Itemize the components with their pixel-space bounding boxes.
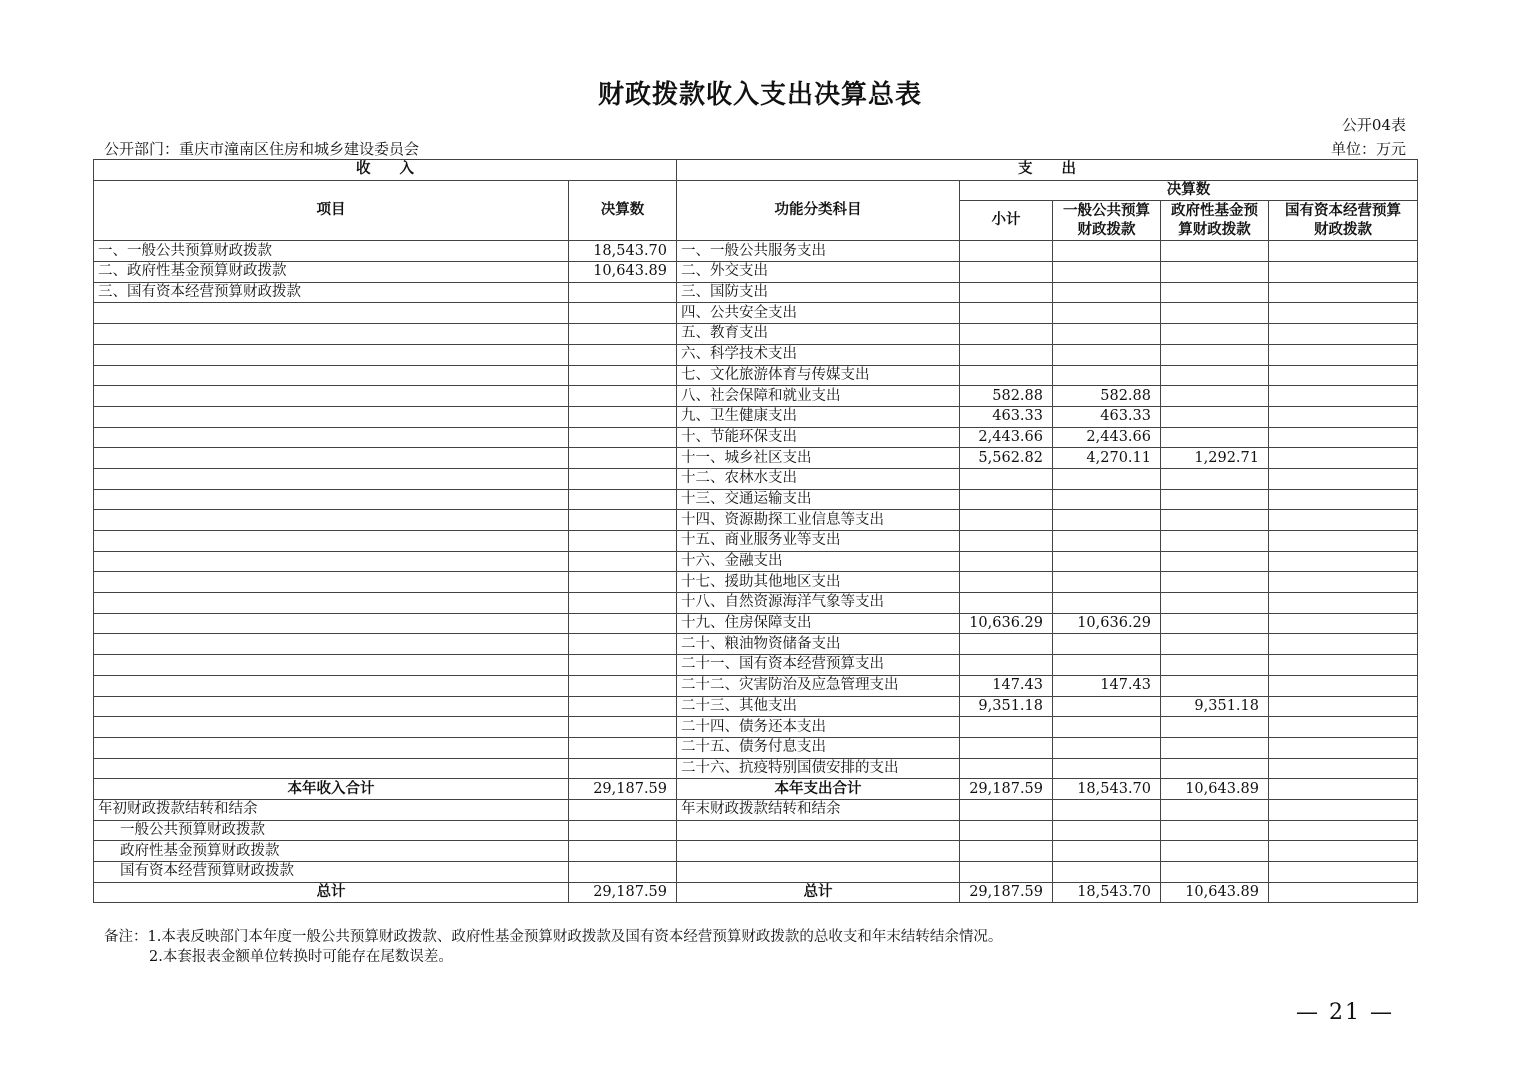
general-budget-cell (1053, 262, 1161, 283)
income-item-cell (94, 675, 569, 696)
subtotal-cell (960, 634, 1053, 655)
expense-item-cell: 十四、资源勘探工业信息等支出 (677, 510, 960, 531)
subtotal-cell: 29,187.59 (960, 779, 1053, 800)
note-2: 2.本套报表金额单位转换时可能存在尾数误差。 (149, 949, 453, 965)
table-row (94, 758, 1418, 779)
gov-fund-cell (1161, 282, 1269, 303)
carry-row (94, 820, 1418, 841)
header-row-2 (94, 180, 1418, 201)
gov-fund-cell: 10,643.89 (1161, 779, 1269, 800)
state-capital-cell (1269, 510, 1418, 531)
subtotal-cell (960, 365, 1053, 386)
gov-fund-cell: 1,292.71 (1161, 448, 1269, 469)
income-item-cell: 一般公共预算财政拨款 (94, 820, 569, 841)
gov-fund-cell (1161, 675, 1269, 696)
subtotal-cell: 10,636.29 (960, 613, 1053, 634)
general-budget-cell (1053, 489, 1161, 510)
expense-item-cell: 二、外交支出 (677, 262, 960, 283)
notes (104, 927, 1002, 967)
expense-item-cell: 十五、商业服务业等支出 (677, 531, 960, 552)
table-row (94, 303, 1418, 324)
gov-fund-cell (1161, 655, 1269, 676)
subtotal-cell (960, 758, 1053, 779)
table-row (94, 365, 1418, 386)
income-amount-cell (569, 593, 677, 614)
subtotal-cell: 29,187.59 (960, 882, 1053, 903)
expense-item-cell: 九、卫生健康支出 (677, 406, 960, 427)
income-item-cell (94, 572, 569, 593)
general-budget-cell (1053, 303, 1161, 324)
state-capital-cell (1269, 882, 1418, 903)
general-budget-cell (1053, 634, 1161, 655)
income-item-cell (94, 365, 569, 386)
table-row (94, 344, 1418, 365)
state-capital-cell (1269, 241, 1418, 262)
carry-row (94, 841, 1418, 862)
state-capital-cell (1269, 717, 1418, 738)
income-header: 收 入 (94, 160, 677, 181)
gov-fund-cell (1161, 737, 1269, 758)
general-budget-cell: 4,270.11 (1053, 448, 1161, 469)
state-capital-cell (1269, 365, 1418, 386)
income-amount-cell: 10,643.89 (569, 262, 677, 283)
income-item-cell (94, 448, 569, 469)
expense-item-cell: 二十二、灾害防治及应急管理支出 (677, 675, 960, 696)
income-amount-cell (569, 634, 677, 655)
year-total-row (94, 779, 1418, 800)
income-amount-cell (569, 613, 677, 634)
table-row (94, 551, 1418, 572)
income-amount-cell (569, 799, 677, 820)
expense-item-cell: 十、节能环保支出 (677, 427, 960, 448)
income-amount-cell (569, 406, 677, 427)
state-capital-cell (1269, 593, 1418, 614)
subtotal-cell (960, 717, 1053, 738)
general-budget-cell (1053, 531, 1161, 552)
subtotal-cell (960, 241, 1053, 262)
expense-item-cell: 年末财政拨款结转和结余 (677, 799, 960, 820)
income-amount-cell (569, 344, 677, 365)
general-budget-cell (1053, 324, 1161, 345)
subtotal-header: 小计 (960, 201, 1053, 241)
income-amount-cell (569, 510, 677, 531)
gov-fund-cell (1161, 799, 1269, 820)
income-amount-cell (569, 758, 677, 779)
form-number: 公开04表 (1341, 116, 1406, 134)
general-budget-cell (1053, 737, 1161, 758)
table-row (94, 262, 1418, 283)
table-row (94, 613, 1418, 634)
income-item-cell: 总计 (94, 882, 569, 903)
carry-row (94, 799, 1418, 820)
income-item-cell (94, 593, 569, 614)
income-amount-cell (569, 737, 677, 758)
state-capital-cell (1269, 324, 1418, 345)
state-capital-cell (1269, 303, 1418, 324)
state-capital-cell (1269, 262, 1418, 283)
table-row (94, 427, 1418, 448)
gov-fund-cell (1161, 593, 1269, 614)
subtotal-cell (960, 820, 1053, 841)
income-item-cell (94, 510, 569, 531)
general-budget-cell (1053, 572, 1161, 593)
general-budget-cell: 18,543.70 (1053, 882, 1161, 903)
table-row (94, 510, 1418, 531)
income-amount-cell (569, 468, 677, 489)
general-budget-cell: 147.43 (1053, 675, 1161, 696)
income-item-cell (94, 468, 569, 489)
general-budget-cell (1053, 593, 1161, 614)
budget-table (93, 159, 1418, 903)
general-budget-cell (1053, 551, 1161, 572)
state-capital-cell (1269, 448, 1418, 469)
state-capital-cell (1269, 551, 1418, 572)
expense-item-cell: 二十一、国有资本经营预算支出 (677, 655, 960, 676)
income-item-cell (94, 406, 569, 427)
gov-fund-cell (1161, 303, 1269, 324)
income-item-cell (94, 427, 569, 448)
table-row (94, 282, 1418, 303)
subtotal-cell (960, 737, 1053, 758)
general-budget-cell (1053, 841, 1161, 862)
state-capital-cell (1269, 655, 1418, 676)
gov-fund-cell (1161, 758, 1269, 779)
subtotal-cell (960, 510, 1053, 531)
income-amount-cell (569, 862, 677, 883)
gov-fund-cell (1161, 324, 1269, 345)
state-capital-cell (1269, 820, 1418, 841)
note-1: 备注：1.本表反映部门本年度一般公共预算财政拨款、政府性基金预算财政拨款及国有资本经营预算财政拨款的总收支和年末结转结余情况。 (104, 929, 1003, 945)
table-row (94, 531, 1418, 552)
gov-fund-cell (1161, 344, 1269, 365)
gov-fund-cell (1161, 510, 1269, 531)
expense-item-cell: 十六、金融支出 (677, 551, 960, 572)
general-budget-cell (1053, 758, 1161, 779)
income-item-cell: 二、政府性基金预算财政拨款 (94, 262, 569, 283)
income-amount-cell (569, 427, 677, 448)
expense-item-cell: 二十五、债务付息支出 (677, 737, 960, 758)
expense-item-cell (677, 841, 960, 862)
gov-fund-cell (1161, 613, 1269, 634)
income-item-cell: 三、国有资本经营预算财政拨款 (94, 282, 569, 303)
income-item-cell (94, 717, 569, 738)
general-budget-cell (1053, 468, 1161, 489)
subtotal-cell: 147.43 (960, 675, 1053, 696)
income-item-cell (94, 613, 569, 634)
expense-item-cell: 十七、援助其他地区支出 (677, 572, 960, 593)
gov-fund-cell (1161, 862, 1269, 883)
income-item-cell (94, 303, 569, 324)
expense-item-cell: 三、国防支出 (677, 282, 960, 303)
gov-fund-cell (1161, 365, 1269, 386)
expense-item-cell: 二十、粮油物资储备支出 (677, 634, 960, 655)
state-capital-cell (1269, 406, 1418, 427)
general-budget-cell (1053, 655, 1161, 676)
state-capital-cell (1269, 282, 1418, 303)
gov-fund-cell (1161, 551, 1269, 572)
expense-item-cell: 八、社会保障和就业支出 (677, 386, 960, 407)
expense-item-cell: 二十四、债务还本支出 (677, 717, 960, 738)
state-capital-cell (1269, 675, 1418, 696)
state-capital-cell (1269, 572, 1418, 593)
income-amount-cell (569, 489, 677, 510)
expense-item-cell: 七、文化旅游体育与传媒支出 (677, 365, 960, 386)
table-row (94, 737, 1418, 758)
income-item-cell: 本年收入合计 (94, 779, 569, 800)
general-budget-cell (1053, 820, 1161, 841)
gov-fund-cell (1161, 572, 1269, 593)
gov-fund-cell: 10,643.89 (1161, 882, 1269, 903)
income-amount-cell (569, 365, 677, 386)
income-item-cell (94, 634, 569, 655)
table-row (94, 324, 1418, 345)
general-budget-cell (1053, 717, 1161, 738)
state-capital-cell (1269, 344, 1418, 365)
subtotal-cell: 9,351.18 (960, 696, 1053, 717)
expense-item-cell: 四、公共安全支出 (677, 303, 960, 324)
subtotal-cell (960, 489, 1053, 510)
income-item-cell: 国有资本经营预算财政拨款 (94, 862, 569, 883)
income-item-cell (94, 489, 569, 510)
income-amount-cell (569, 386, 677, 407)
expense-item-cell: 十九、住房保障支出 (677, 613, 960, 634)
income-item-cell (94, 324, 569, 345)
general-budget-cell (1053, 696, 1161, 717)
gov-fund-header: 政府性基金预算财政拨款 (1161, 201, 1269, 241)
expense-header: 支 出 (677, 160, 1418, 181)
subtotal-cell: 463.33 (960, 406, 1053, 427)
income-amount-cell: 29,187.59 (569, 882, 677, 903)
expense-item-cell: 二十六、抗疫特别国债安排的支出 (677, 758, 960, 779)
income-item-cell (94, 758, 569, 779)
expense-item-cell: 六、科学技术支出 (677, 344, 960, 365)
income-amount-cell (569, 841, 677, 862)
income-item-cell (94, 531, 569, 552)
state-capital-cell (1269, 613, 1418, 634)
state-capital-header: 国有资本经营预算财政拨款 (1269, 201, 1418, 241)
subtotal-cell (960, 799, 1053, 820)
expense-item-cell: 五、教育支出 (677, 324, 960, 345)
table-row (94, 448, 1418, 469)
department-label: 公开部门：重庆市潼南区住房和城乡建设委员会 (104, 140, 420, 158)
state-capital-cell (1269, 799, 1418, 820)
table-row (94, 386, 1418, 407)
subtotal-cell (960, 344, 1053, 365)
income-item-cell (94, 386, 569, 407)
subtotal-cell: 5,562.82 (960, 448, 1053, 469)
expense-item-cell: 十八、自然资源海洋气象等支出 (677, 593, 960, 614)
income-amount-cell (569, 820, 677, 841)
table-row (94, 468, 1418, 489)
income-item-cell (94, 655, 569, 676)
subtotal-cell: 582.88 (960, 386, 1053, 407)
amount-header: 决算数 (569, 180, 677, 241)
general-budget-cell (1053, 510, 1161, 531)
grand-total-row (94, 882, 1418, 903)
gov-fund-cell (1161, 531, 1269, 552)
final-amount-header: 决算数 (960, 180, 1418, 201)
gov-fund-cell (1161, 717, 1269, 738)
gov-fund-cell (1161, 634, 1269, 655)
state-capital-cell (1269, 862, 1418, 883)
gov-fund-cell (1161, 468, 1269, 489)
table-row (94, 489, 1418, 510)
subtotal-cell (960, 324, 1053, 345)
gov-fund-cell (1161, 262, 1269, 283)
state-capital-cell (1269, 696, 1418, 717)
expense-item-cell: 总计 (677, 882, 960, 903)
income-amount-cell (569, 572, 677, 593)
income-amount-cell (569, 448, 677, 469)
subtotal-cell (960, 841, 1053, 862)
state-capital-cell (1269, 531, 1418, 552)
state-capital-cell (1269, 758, 1418, 779)
expense-item-cell: 十一、城乡社区支出 (677, 448, 960, 469)
gov-fund-cell (1161, 386, 1269, 407)
income-item-cell: 政府性基金预算财政拨款 (94, 841, 569, 862)
gov-fund-cell (1161, 841, 1269, 862)
table-row (94, 696, 1418, 717)
state-capital-cell (1269, 737, 1418, 758)
income-amount-cell (569, 696, 677, 717)
subtotal-cell (960, 303, 1053, 324)
table-row (94, 406, 1418, 427)
state-capital-cell (1269, 634, 1418, 655)
item-header: 项目 (94, 180, 569, 241)
expense-item-cell: 二十三、其他支出 (677, 696, 960, 717)
expense-item-cell (677, 862, 960, 883)
general-budget-cell: 2,443.66 (1053, 427, 1161, 448)
state-capital-cell (1269, 468, 1418, 489)
unit-label: 单位：万元 (1330, 140, 1406, 158)
subtotal-cell (960, 531, 1053, 552)
gov-fund-cell (1161, 820, 1269, 841)
subtotal-cell: 2,443.66 (960, 427, 1053, 448)
subtotal-cell (960, 862, 1053, 883)
income-amount-cell (569, 531, 677, 552)
income-amount-cell (569, 655, 677, 676)
carry-row (94, 862, 1418, 883)
general-budget-cell (1053, 862, 1161, 883)
income-item-cell (94, 551, 569, 572)
income-amount-cell (569, 551, 677, 572)
income-amount-cell (569, 324, 677, 345)
general-budget-cell (1053, 365, 1161, 386)
income-item-cell: 一、一般公共预算财政拨款 (94, 241, 569, 262)
subtotal-cell (960, 655, 1053, 676)
income-amount-cell (569, 717, 677, 738)
general-budget-cell (1053, 282, 1161, 303)
subtotal-cell (960, 262, 1053, 283)
income-amount-cell: 29,187.59 (569, 779, 677, 800)
general-budget-cell: 18,543.70 (1053, 779, 1161, 800)
income-amount-cell (569, 303, 677, 324)
state-capital-cell (1269, 386, 1418, 407)
general-budget-header: 一般公共预算财政拨款 (1053, 201, 1161, 241)
state-capital-cell (1269, 427, 1418, 448)
general-budget-cell: 10,636.29 (1053, 613, 1161, 634)
expense-item-cell: 一、一般公共服务支出 (677, 241, 960, 262)
table-row (94, 241, 1418, 262)
general-budget-cell: 463.33 (1053, 406, 1161, 427)
income-item-cell (94, 696, 569, 717)
header-row-1 (94, 160, 1418, 181)
table-row (94, 717, 1418, 738)
subtotal-cell (960, 468, 1053, 489)
state-capital-cell (1269, 779, 1418, 800)
table-row (94, 593, 1418, 614)
table-row (94, 655, 1418, 676)
income-amount-cell: 18,543.70 (569, 241, 677, 262)
general-budget-cell: 582.88 (1053, 386, 1161, 407)
page-number: — 21 — (1296, 1000, 1394, 1025)
subtotal-cell (960, 593, 1053, 614)
gov-fund-cell (1161, 241, 1269, 262)
income-item-cell (94, 737, 569, 758)
expense-item-cell: 本年支出合计 (677, 779, 960, 800)
expense-item-cell: 十三、交通运输支出 (677, 489, 960, 510)
state-capital-cell (1269, 489, 1418, 510)
general-budget-cell (1053, 799, 1161, 820)
gov-fund-cell: 9,351.18 (1161, 696, 1269, 717)
page-title: 财政拨款收入支出决算总表 (597, 80, 922, 110)
table-row (94, 675, 1418, 696)
gov-fund-cell (1161, 427, 1269, 448)
state-capital-cell (1269, 841, 1418, 862)
income-item-cell: 年初财政拨款结转和结余 (94, 799, 569, 820)
subtotal-cell (960, 572, 1053, 593)
table-row (94, 572, 1418, 593)
subtotal-cell (960, 282, 1053, 303)
general-budget-cell (1053, 344, 1161, 365)
subtotal-cell (960, 551, 1053, 572)
income-amount-cell (569, 675, 677, 696)
expense-item-cell (677, 820, 960, 841)
income-amount-cell (569, 282, 677, 303)
func-class-header: 功能分类科目 (677, 180, 960, 241)
income-item-cell (94, 344, 569, 365)
expense-item-cell: 十二、农林水支出 (677, 468, 960, 489)
gov-fund-cell (1161, 489, 1269, 510)
general-budget-cell (1053, 241, 1161, 262)
table-row (94, 634, 1418, 655)
gov-fund-cell (1161, 406, 1269, 427)
